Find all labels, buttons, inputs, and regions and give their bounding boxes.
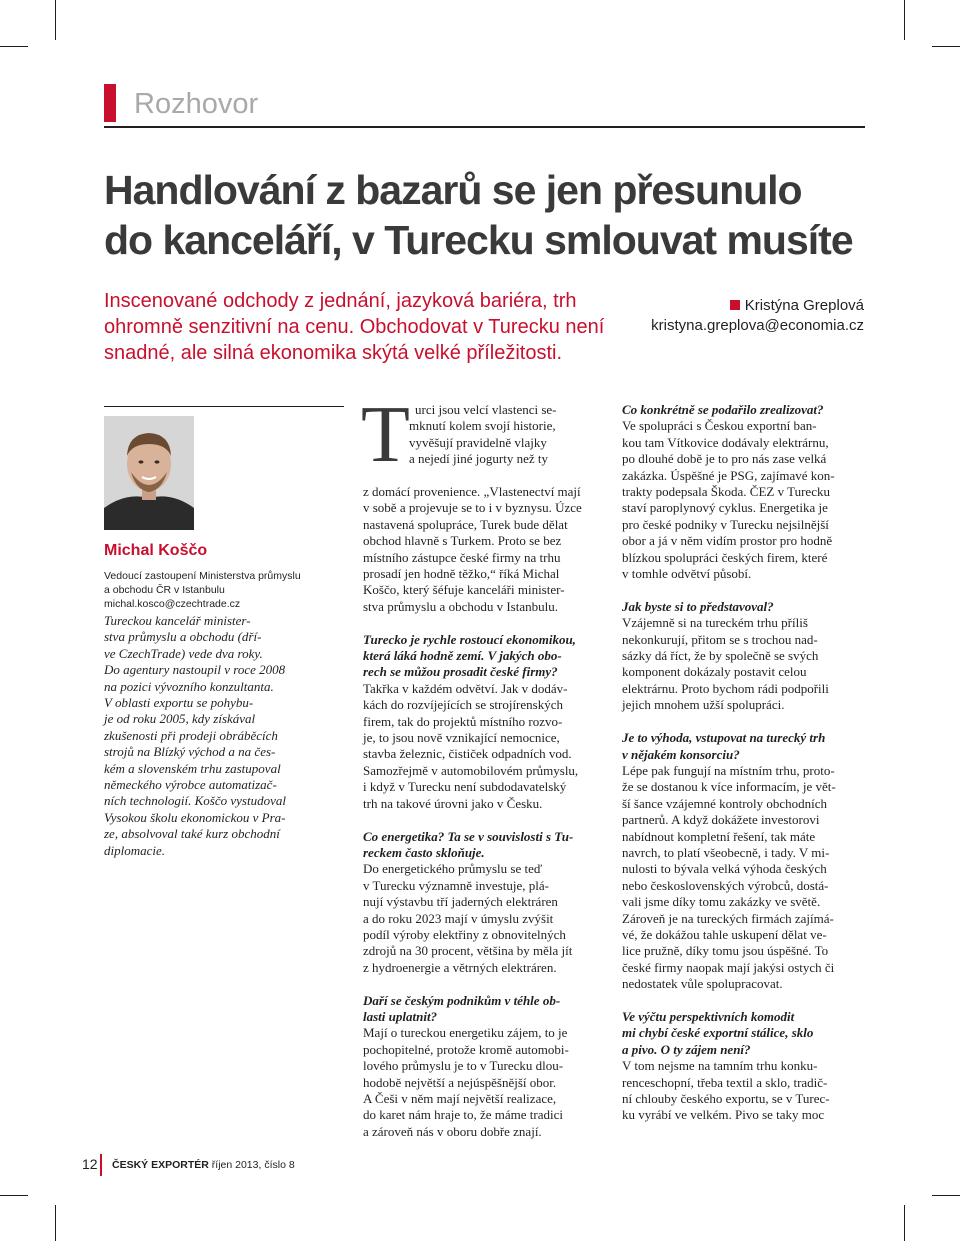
text-line: vé, že dokážou tahle uskupení dělat ve- <box>622 926 827 942</box>
text-line: v tomhle odvětví působí. <box>622 566 752 582</box>
question-line: která láká hodně zemí. V jakých obo- <box>363 648 562 664</box>
crop-mark <box>0 46 28 47</box>
text-line: vali jsme díky tomu zakázky ve světě. <box>622 894 821 910</box>
text-line: Vzájemně si na tureckém trhu příliš <box>622 615 808 631</box>
bio-line: Tureckou kancelář minister- <box>104 613 251 628</box>
text-line: stva průmyslu a obchodu v Istanbulu. <box>363 598 558 614</box>
interview-answer <box>363 681 607 812</box>
bio-line: zkušenosti při prodeji obráběcích <box>104 727 278 743</box>
text-line: po dlouhé době je to pro nás zase velká <box>622 451 827 467</box>
text-line: pochopitelné, protože kromě automobi- <box>363 1041 569 1057</box>
author-name: Kristýna Greplová <box>744 297 864 314</box>
portrait-image <box>104 416 194 530</box>
interviewee-role <box>104 569 334 611</box>
crop-mark <box>55 1205 56 1241</box>
bio-line: diplomacie. <box>104 842 166 858</box>
page-number: 12 <box>82 1156 98 1172</box>
bio-line: ze, absolvoval také kurz obchodní <box>104 826 280 842</box>
bio-line: na pozici vývozního konzultanta. <box>104 678 274 694</box>
section-divider <box>104 126 865 128</box>
intro-line: mknutí kolem svojí historie, <box>409 418 556 434</box>
text-line: místního zástupce české firmy na trhu <box>363 549 561 565</box>
text-line: zdrojů na 30 procent, většina by měla jít <box>363 943 573 959</box>
interview-question <box>363 632 607 681</box>
text-line: A Češi v něm mají největší realizace, <box>363 1090 557 1106</box>
text-line: nastavená spolupráce, Turek bude dělat <box>363 516 568 532</box>
interviewee-name: Michal Koščo <box>104 542 208 559</box>
role-line: Vedoucí zastoupení Ministerstva průmyslu <box>104 570 301 582</box>
text-line: je, to jsou nově vznikající nemocnice, <box>363 730 560 746</box>
bio-line: kém a slovenském trhu zastupoval <box>104 760 281 776</box>
text-line: Koščo, který šéfuje kanceláři minister- <box>363 582 565 598</box>
author-square-icon <box>730 300 740 310</box>
text-line: v Turecku významně investuje, plá- <box>363 877 549 893</box>
page-footer <box>0 1150 960 1180</box>
interview-question <box>622 599 865 615</box>
footer-accent-bar <box>100 1154 102 1176</box>
text-line: i když v Turecku není subdodavatelský <box>363 779 567 795</box>
question-line: v nějakém konsorciu? <box>622 746 740 762</box>
text-line: jejich mnohem užší spolupráci. <box>622 697 785 713</box>
text-line: kou tam Vítkovice dodávaly elektrárnu, <box>622 434 829 450</box>
text-line: české firmy naopak mají jakýsi ostych či <box>622 959 835 975</box>
interview-answer <box>622 418 865 582</box>
crop-mark <box>932 46 960 47</box>
text-line: elektrárnu. Proto bychom rádi podpořili <box>622 680 829 696</box>
text-line: trh na takové úrovni jako v Česku. <box>363 795 543 811</box>
interview-question <box>363 993 607 1026</box>
author-email[interactable]: kristyna.greplova@economia.cz <box>651 317 864 334</box>
question-line: mi chybí české exportní stálice, sklo <box>622 1025 814 1041</box>
interview-answer <box>363 861 607 976</box>
question-line: rech se můžou prosadit české firmy? <box>363 664 558 680</box>
text-line: Ve spolupráci s Českou exportní ban- <box>622 418 817 434</box>
question-line: Ve výčtu perspektivních komodit <box>622 1008 795 1024</box>
question-line: Co konkrétně se podařilo zrealizovat? <box>622 402 824 417</box>
intro-line: a nejedí jiné jogurty než ty <box>409 451 548 467</box>
text-line: firem, tak do projektů místního rozvo- <box>363 713 563 729</box>
question-line: Je to výhoda, vstupovat na turecký trh <box>622 730 826 746</box>
question-line: Co energetika? Ta se v souvislosti s Tu- <box>363 828 574 844</box>
crop-mark <box>0 1195 28 1196</box>
magazine-name: ČESKÝ EXPORTÉR <box>112 1159 209 1171</box>
sidebar-divider <box>104 406 344 407</box>
intro-paragraph <box>361 391 607 484</box>
text-line: nabídnout kompletní řešení, tak máte <box>622 828 816 844</box>
crop-mark <box>55 0 56 40</box>
text-line: nekonkurují, přitom se s trochou nad- <box>622 631 818 647</box>
interviewee-bio <box>104 613 319 859</box>
intro-line: vyvěšují pravidelně vlajky <box>409 434 547 450</box>
text-line: kách do rozvíjejících se strojírenských <box>363 697 563 713</box>
text-line: lového průmyslu je to v Turecku dlou- <box>363 1058 564 1074</box>
interview-answer <box>363 1025 607 1140</box>
text-line: zakázka. Úspěšné je PSG, zajímavé kon- <box>622 467 835 483</box>
interview-question <box>622 1009 865 1058</box>
section-label: Rozhovor <box>134 88 259 120</box>
text-line: navrch, to platí všeobecně, i tady. V mi- <box>622 844 830 860</box>
text-line: V tom nejsme na tamním trhu konku- <box>622 1058 818 1074</box>
bio-line: ve CzechTrade) vede dva roky. <box>104 645 263 661</box>
text-line: obor a já v něm vidím prostor pro hodně <box>622 533 833 549</box>
interview-answer <box>622 1058 865 1124</box>
title-line: Handlování z bazarů se jen přesunulo <box>104 167 802 213</box>
crop-mark <box>932 1195 960 1196</box>
text-line: blízkou spolupráci českých firem, které <box>622 549 828 565</box>
question-line: reckem často skloňuje. <box>363 844 485 860</box>
text-line: ní chlouby českého exportu, se v Turec- <box>622 1091 830 1107</box>
text-line: a zároveň nás v oboru dobře znají. <box>363 1123 542 1139</box>
title-line: do kanceláří, v Turecku smlouvat musíte <box>104 217 853 263</box>
magazine-info <box>112 1159 295 1171</box>
text-line: Zároveň je na tureckých firmách zajímá- <box>622 910 834 926</box>
text-line: nebo československých výrobců, dostá- <box>622 877 829 893</box>
interview-question <box>363 829 607 862</box>
text-line: Do energetického průmyslu se teď <box>363 861 543 877</box>
text-line: lice pružně, díky tomu jsou úspěšné. To <box>622 943 829 959</box>
article-column-2 <box>622 402 865 1124</box>
bio-line: V oblasti exportu se pohybu- <box>104 695 254 711</box>
intro-line: urci jsou velcí vlastenci se- <box>415 402 557 417</box>
magazine-issue: říjen 2013, číslo 8 <box>211 1159 295 1171</box>
question-line: Daří se českým podnikům v téhle ob- <box>363 992 561 1008</box>
text-line: z hydroenergie a větrných elektráren. <box>363 959 557 975</box>
text-line: prosadí jen hodně těžko,“ říká Michal <box>363 566 560 582</box>
intro-rest <box>363 484 607 615</box>
text-line: partnerů. A když dokážete investorovi <box>622 812 820 828</box>
text-line: Samozřejmě v automobilovém průmyslu, <box>363 762 579 778</box>
text-line: nují výstavbu tří jaderných elektráren <box>363 894 558 910</box>
text-line: že se dostanou k více informacím, je vět- <box>622 779 836 795</box>
article-title <box>104 165 884 265</box>
text-line: hodobě největší a nejúspěšnější obor. <box>363 1074 557 1090</box>
portrait-photo <box>104 416 194 530</box>
text-line: do karet nám hraje to, že máme tradici <box>363 1107 563 1123</box>
text-line: komponent dokázaly postavit celou <box>622 664 807 680</box>
text-line: ší šance vzájemné kontroly obchodních <box>622 795 828 811</box>
bio-line: ních technologií. Koščo vystudoval <box>104 793 286 809</box>
text-line: pro české podniky v Turecku nejsilnější <box>622 516 829 532</box>
text-line: ku vyrábí ve velkém. Pivo se taky moc <box>622 1107 825 1123</box>
text-line: stavba železnic, čističek odpadních vod. <box>363 746 572 762</box>
text-line: Mají o tureckou energetiku zájem, to je <box>363 1025 568 1041</box>
lede-line: snadné, ale silná ekonomika skýtá velké příležitosti. <box>104 342 563 364</box>
text-line: v sobě a projevuje se to i v byznysu. Úzce <box>363 500 582 516</box>
interview-answer <box>622 763 865 993</box>
interview-question <box>622 402 865 418</box>
text-line: staví paroplynový cyklus. Energetika je <box>622 500 828 516</box>
interview-answer <box>622 615 865 713</box>
text-line: renceschopní, třeba textil a sklo, tradič- <box>622 1074 828 1090</box>
lede-line: ohromně senzitivní na cenu. Obchodovat v Turecku není <box>104 316 605 338</box>
question-line: Jak byste si to představoval? <box>622 598 774 614</box>
interview-question <box>622 730 865 763</box>
text-line: Lépe pak fungují na místním trhu, proto- <box>622 762 835 778</box>
author-byline <box>651 296 864 336</box>
text-line: nulosti to bývala velká výhoda českých <box>622 861 827 877</box>
bio-line: německého výrobce automatizač- <box>104 777 277 793</box>
bio-line: Vysokou školu ekonomickou v Pra- <box>104 809 286 825</box>
question-line: a pivo. O ty zájem není? <box>622 1041 751 1057</box>
text-line: nedostatek vůle spolupracovat. <box>622 976 783 992</box>
text-line: sázky dá říct, že by společně se svých <box>622 648 819 664</box>
crop-mark <box>904 1205 905 1241</box>
bio-line: strojů na Blízký východ a na čes- <box>104 744 276 760</box>
bio-line: stva průmyslu a obchodu (dří- <box>104 629 262 645</box>
question-line: lasti uplatnit? <box>363 1008 438 1024</box>
text-line: trakty podepsala Škoda. ČEZ v Turecku <box>622 484 830 500</box>
text-line: podíl výroby elektřiny z obnovitelných <box>363 926 566 942</box>
article-column-1 <box>361 391 607 1140</box>
crop-mark <box>904 0 905 40</box>
drop-cap: T <box>361 391 410 479</box>
interviewee-email[interactable]: michal.kosco@czechtrade.cz <box>104 598 241 610</box>
bio-line: je od roku 2005, kdy získával <box>104 711 256 727</box>
text-line: a do roku 2023 mají v úmyslu zvýšit <box>363 910 554 926</box>
bio-line: Do agentury nastoupil v roce 2008 <box>104 662 286 678</box>
article-lede <box>104 288 644 366</box>
lede-line: Inscenované odchody z jednání, jazyková bariéra, trh <box>104 290 577 312</box>
text-line: z domácí provenience. „Vlastenectví mají <box>363 484 581 499</box>
section-accent-bar <box>104 84 116 122</box>
text-line: Takřka v každém odvětví. Jak v dodáv- <box>363 680 568 696</box>
text-line: obchod hlavně s Turkem. Proto se bez <box>363 533 562 549</box>
question-line: Turecko je rychle rostoucí ekonomikou, <box>363 631 576 647</box>
role-line: a obchodu ČR v Istanbulu <box>104 584 225 596</box>
